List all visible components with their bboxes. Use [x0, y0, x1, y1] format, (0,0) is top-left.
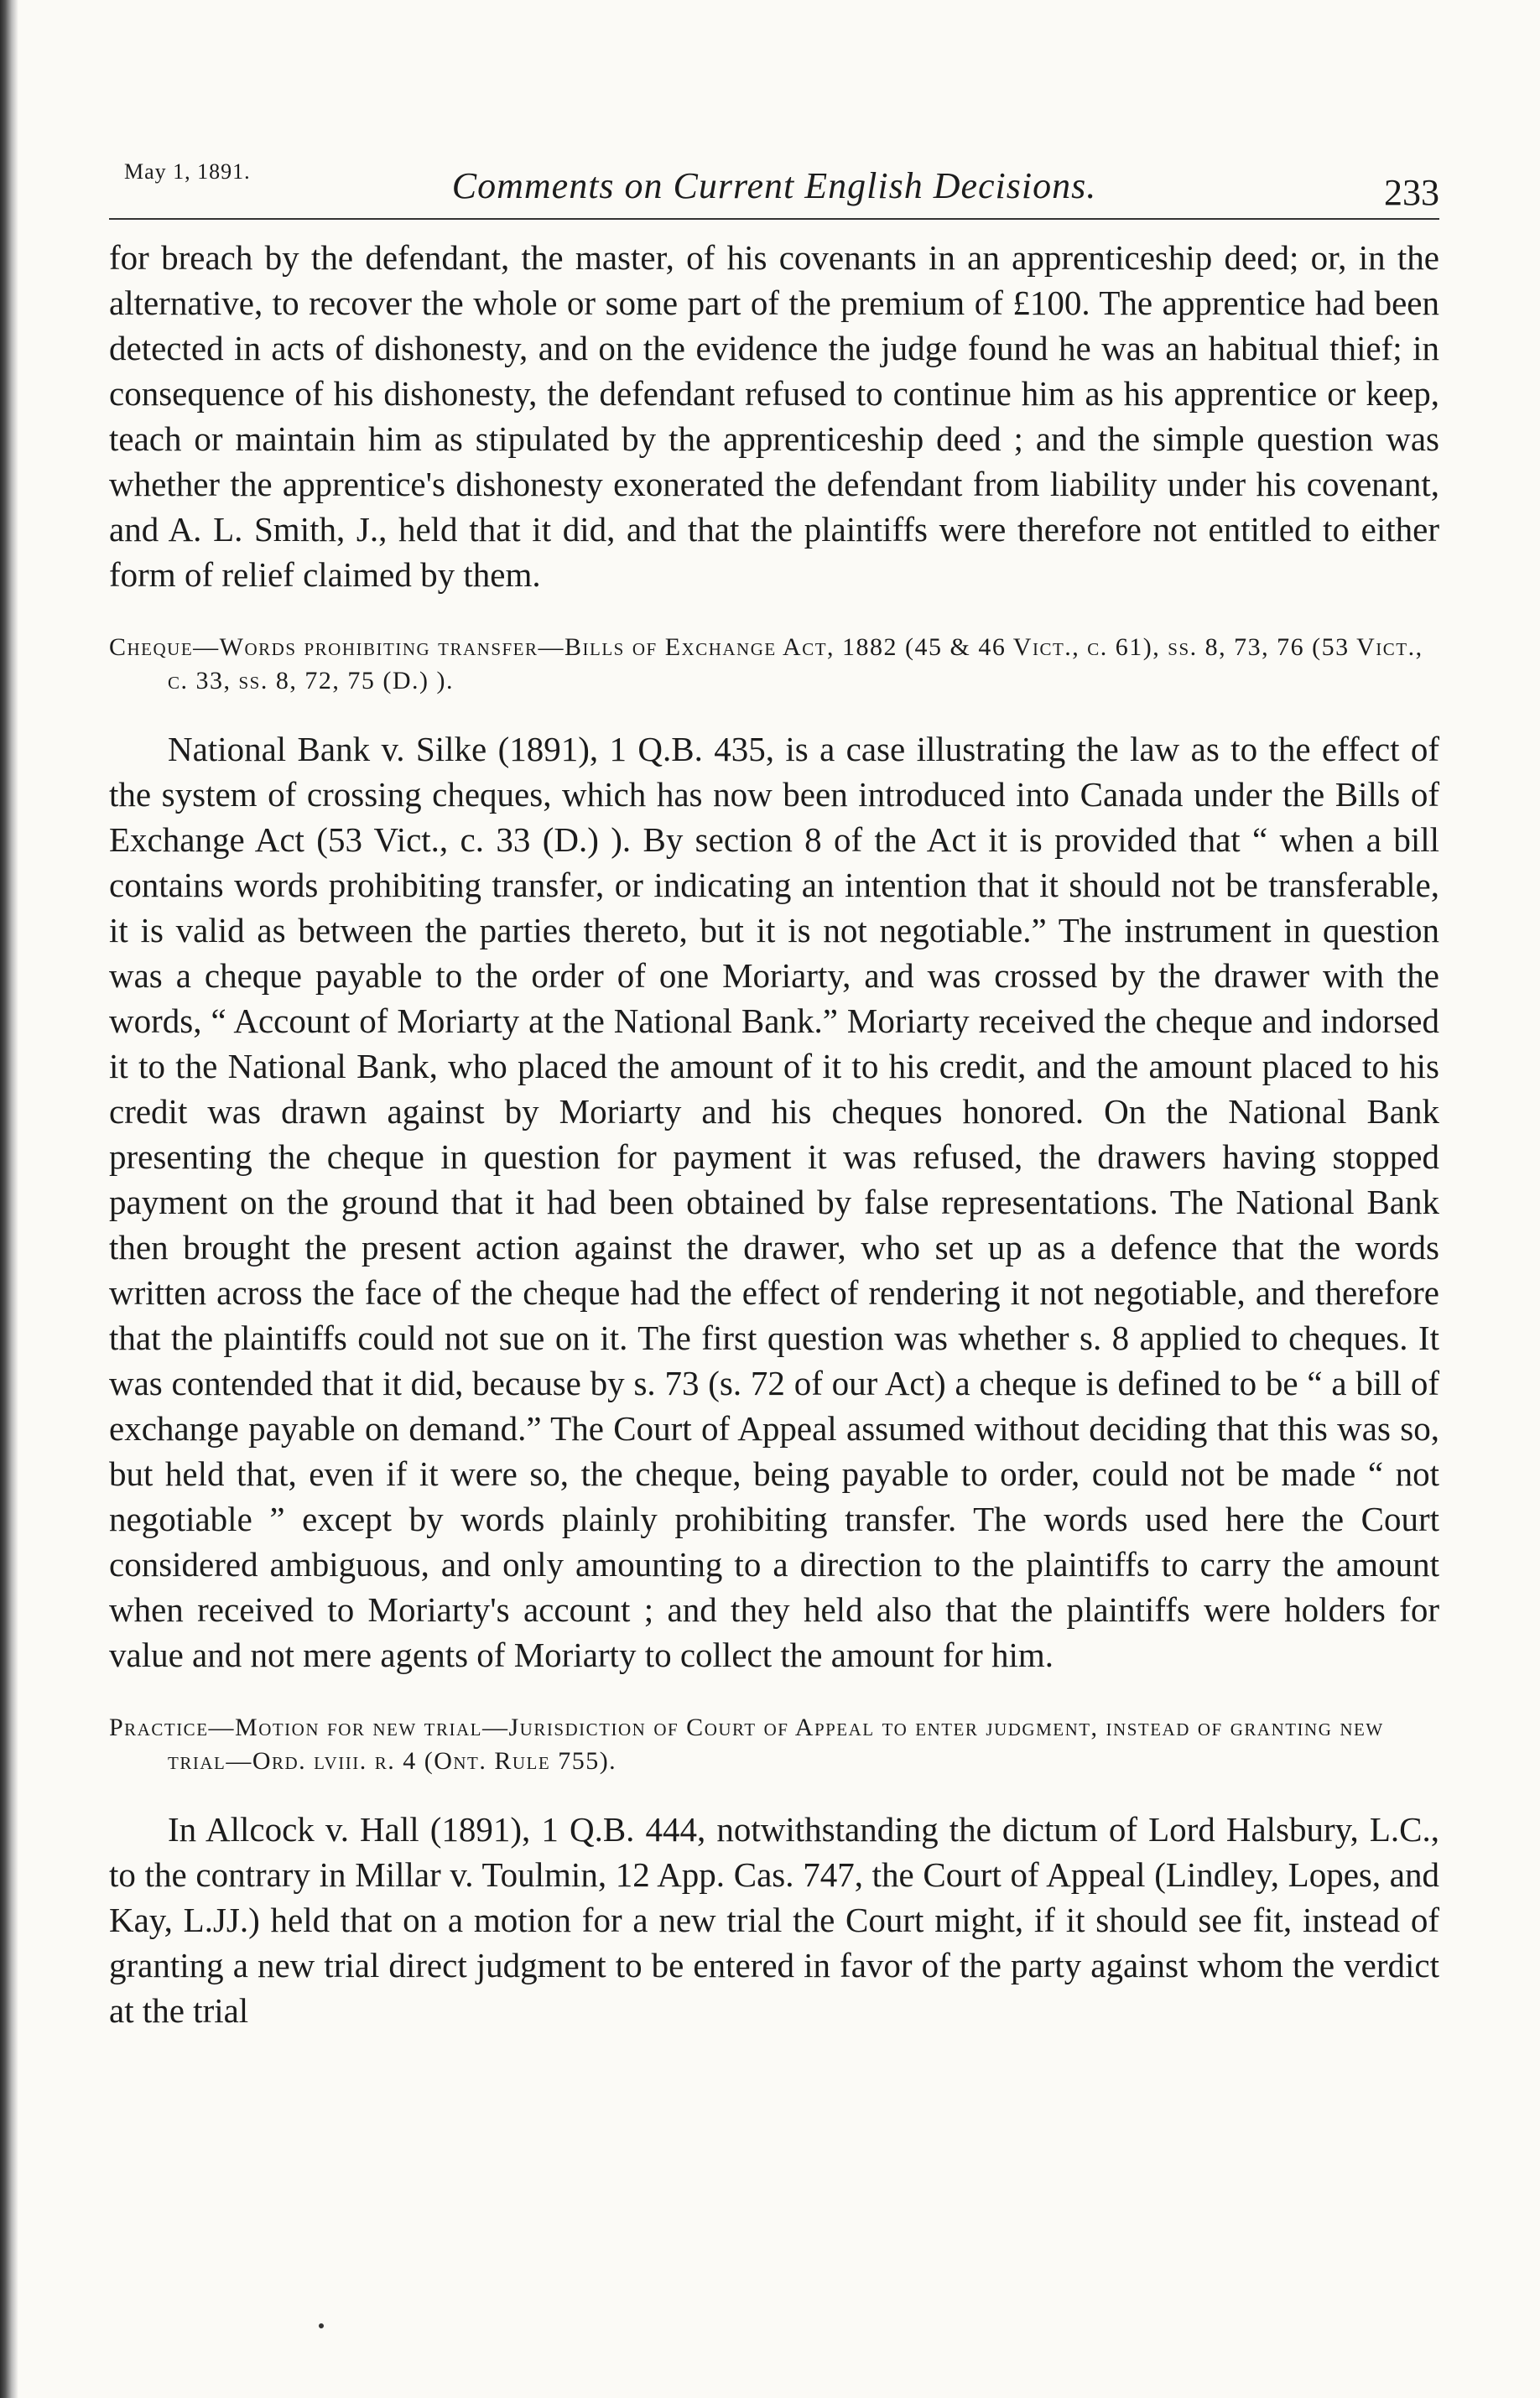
header-date: May 1, 1891.: [124, 159, 251, 184]
paragraph-allcock-v-hall: In Allcock v. Hall (1891), 1 Q.B. 444, notwithstanding the dictum of Lord Halsbury, L.C., to the contrary in Millar v. Toulmin, 12 App. Cas. 747, the Court of Appeal (Lindley, Lopes, and Kay, L.JJ.) held that on a motion for a new trial the Court might, if it should see fit, instead of granting a new trial direct judgment to be entered in favor of the party against whom the verdict at the trial: [109, 1810, 1439, 2030]
section-heading-practice: [109, 1711, 1439, 1778]
paragraph-national-bank-v-silke: National Bank v. Silke (1891), 1 Q.B. 435, is a case illustrating the law as to the effect of the system of crossing cheques, which has now been introduced into Canada under the Bills of Exchange Act (53 Vict., c. 33 (D.) ). By section 8 of the Act it is provided that “ when a bill contains words prohibiting transfer, or indicating an intention that it should not be transferable, it is valid as between the parties thereto, but it is not negotiable.” The instrument in question was a cheque payable to the order of one Moriarty, and was crossed by the drawer with the words, “ Account of Moriarty at the National Bank.” Moriarty received the cheque and indorsed it to the National Bank, who placed the amount of it to his credit, and the amount placed to his credit was drawn against by Moriarty and his cheques honored. On the National Bank presenting the cheque in question for payment it was refused, the drawers having stopped payment on the ground that it had been obtained by false representations. The National Bank then brought the present action against the drawer, who set up as a defence that the words written across the face of the cheque had the effect of rendering it not negotiable, and therefore that the plaintiffs could not sue on it. The first question was whether s. 8 applied to cheques. It was contended that it did, because by s. 73 (s. 72 of our Act) a cheque is defined to be “ a bill of exchange payable on demand.” The Court of Appeal assumed without deciding that this was so, but held that, even if it were so, the cheque, being payable to order, could not be made “ not negotiable ” except by words plainly prohibiting transfer. The words used here the Court considered ambiguous, and only amounting to a direction to the plaintiffs to carry the amount when received to Moriarty's account ; and they held also that the plaintiffs were holders for value and not mere agents of Moriarty to collect the amount for him.: [109, 730, 1439, 1674]
running-header: [109, 126, 1439, 220]
ink-speck: [319, 2323, 324, 2328]
page-number: 233: [1384, 172, 1439, 213]
heading-text: Cheque—Words prohibiting transfer—Bills of Exchange Act, 1882 (45 & 46 Vict., c. 61), ss. 8, 73, 76 (53 Vict., c. 33, ss. 8, 72, 75 (D.) ).: [109, 633, 1423, 694]
section-heading-cheque: [109, 631, 1439, 698]
paragraph-continuation: for breach by the defendant, the master, of his covenants in an apprenticeship deed; or, in the alternative, to recover the whole or some part of the premium of £100. The apprentice had been detected in acts of dishonesty, and on the evidence the judge found he was an habitual thief; in consequence of his dishonesty, the defendant refused to continue him as his apprentice or keep, teach or maintain him as stipulated by the apprenticeship deed ; and the simple question was whether the apprentice's dishonesty exonerated the defendant from liability under his covenant, and A. L. Smith, J., held that it did, and that the plaintiffs were therefore not entitled to either form of relief claimed by them.: [109, 238, 1439, 594]
book-page: [109, 126, 1439, 2033]
scan-binding-edge: [0, 0, 18, 2398]
heading-text: Practice—Motion for new trial—Jurisdiction of Court of Appeal to enter judgment, instead of granting new trial—Ord. lviii. r. 4 (Ont. Rule 755).: [109, 1714, 1384, 1775]
header-title: Comments on Current English Decisions.: [451, 165, 1097, 206]
